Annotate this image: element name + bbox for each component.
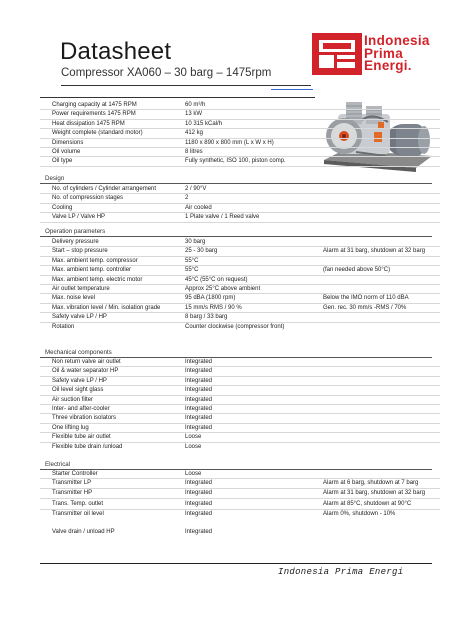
spec-row xyxy=(40,157,440,166)
spec-value: 8 barg / 33 barg xyxy=(185,314,228,321)
spec-note: (fan needed above 50°C) xyxy=(323,267,391,274)
spec-row xyxy=(40,414,440,423)
spec-label: Max. ambient temp. electric motor xyxy=(52,276,143,283)
specs-top-divider xyxy=(40,97,315,98)
spec-value: Integrated xyxy=(185,406,213,412)
title-divider xyxy=(61,85,311,86)
spec-label: Three vibration isolators xyxy=(52,415,117,422)
section-operation-label: Operation parameters xyxy=(45,228,106,235)
spec-label: Max. noise level xyxy=(52,295,96,302)
spec-value: Integrated xyxy=(185,396,213,403)
spec-row xyxy=(40,129,440,138)
spec-row xyxy=(40,443,440,452)
spec-value: 45°C (55°C on request) xyxy=(185,276,248,283)
spec-label: Safety valve LP / HP xyxy=(52,377,107,384)
page-subtitle: Compressor XA060 – 30 barg – 1475rpm xyxy=(61,67,272,79)
spec-label: Transmitter oil level xyxy=(52,511,104,518)
spec-value: Counter clockwise (compressor front) xyxy=(185,323,285,330)
spec-value: 30 barg xyxy=(185,239,206,245)
spec-value: 60 m³/h xyxy=(185,102,206,108)
logo-wordmark xyxy=(364,35,430,73)
spec-label: Weight complete (standard motor) xyxy=(52,130,143,137)
spec-value: Approx 25°C above ambient xyxy=(185,286,261,292)
spec-label: Charging capacity at 1475 RPM xyxy=(52,102,137,108)
spec-label: Inter- and after-cooler xyxy=(52,406,110,412)
spec-row xyxy=(40,405,440,414)
spec-row xyxy=(40,276,440,285)
spec-value: Loose xyxy=(185,434,202,441)
spec-label: Max. ambient temp. compressor xyxy=(52,257,138,264)
spec-row xyxy=(40,470,440,479)
spec-label: Starter Controller xyxy=(52,471,98,477)
spec-label: Cooling xyxy=(52,204,73,211)
logo-line-2: Prima xyxy=(364,45,404,61)
spec-note: Alarm at 6 barg, shutdown at 7 barg xyxy=(323,480,419,487)
spec-row xyxy=(40,367,440,376)
spec-value: 2 xyxy=(185,195,189,202)
spec-label: Flexible tube drain /unload xyxy=(52,443,123,450)
spec-label: Start – stop pressure xyxy=(52,248,108,255)
spec-value: 25 - 30 barg xyxy=(185,248,218,255)
spec-value: Integrated xyxy=(185,501,213,508)
spec-value: Air cooled xyxy=(185,204,212,211)
spec-value: 95 dBA (1800 rpm) xyxy=(185,295,236,302)
spec-value: Loose xyxy=(185,443,202,450)
spec-note: Alarm 0%, shutdown - 10% xyxy=(323,511,396,518)
spec-note: Gen. rec. 30 mm/s -RMS / 70% xyxy=(323,304,407,311)
spec-label: Valve drain / unload HP xyxy=(52,528,115,535)
spec-value: Integrated xyxy=(185,359,213,365)
spec-row xyxy=(40,185,440,194)
spec-value: 1 Plate valve / 1 Reed valve xyxy=(185,214,260,221)
spec-row xyxy=(40,194,440,203)
spec-label: No. of cylinders / Cylinder arrangement xyxy=(52,186,157,192)
spec-row xyxy=(40,510,440,519)
logo-line-3: Energi. xyxy=(364,58,412,73)
spec-value: 13 kW xyxy=(185,111,203,118)
spec-label: Safety valve LP / HP xyxy=(52,314,107,321)
spec-value: Integrated xyxy=(185,511,213,518)
design-divider xyxy=(40,183,432,184)
page-title: Datasheet xyxy=(60,38,172,65)
spec-row xyxy=(40,500,440,509)
spec-label: Air suction filter xyxy=(52,396,94,403)
spec-value: 55°C xyxy=(185,257,199,264)
spec-row xyxy=(40,285,440,294)
footer-company-name: Indonesia Prima Energi xyxy=(278,567,404,577)
section-design-label: Design xyxy=(45,175,65,182)
spec-row xyxy=(40,247,440,256)
spec-label: No. of compression stages xyxy=(52,195,124,202)
spec-row xyxy=(40,110,440,119)
spec-value: 8 litres xyxy=(185,149,203,155)
spec-row xyxy=(40,266,440,275)
spec-row xyxy=(40,294,440,303)
spec-row xyxy=(40,489,440,498)
spec-row xyxy=(40,304,440,313)
spec-label: Max. vibration level / Min. isolation grade xyxy=(52,304,161,311)
spec-row xyxy=(40,424,440,433)
spec-note: Below the IMO norm of 110 dBA xyxy=(323,295,409,302)
spec-label: Air outlet temperature xyxy=(52,286,110,292)
logo-mark-icon xyxy=(312,33,362,75)
section-mechanical-label: Mechanical components xyxy=(45,349,112,356)
spec-label: Valve LP / Valve HP xyxy=(52,214,106,221)
spec-value: 15 mm/s RMS / 90 % xyxy=(185,304,242,311)
spec-value: 55°C xyxy=(185,267,199,274)
spec-row xyxy=(40,204,440,213)
spec-row xyxy=(40,139,440,148)
spec-row xyxy=(40,386,440,395)
spec-value: Integrated xyxy=(185,528,213,535)
spec-row xyxy=(40,313,440,322)
spec-value: Integrated xyxy=(185,387,213,394)
spec-row xyxy=(40,238,440,247)
spec-label: Flexible tube air outlet xyxy=(52,434,111,441)
spec-label: Trans. Temp. outlet xyxy=(52,501,104,508)
operation-divider xyxy=(40,236,432,237)
spec-label: Max. ambient temp. controller xyxy=(52,267,132,274)
company-logo xyxy=(312,33,448,75)
spec-row xyxy=(40,323,440,332)
spec-row xyxy=(40,528,440,537)
spec-value: Integrated xyxy=(185,480,213,487)
spec-value: Fully synthetic, ISO 100, piston comp. xyxy=(185,158,286,165)
spec-value: 2 / 90°V xyxy=(185,186,207,192)
spec-value: 10 315 kCal/h xyxy=(185,120,223,127)
spec-row xyxy=(40,101,440,110)
spec-value: Integrated xyxy=(185,368,213,375)
spec-value: Loose xyxy=(185,471,202,477)
spec-label: Transmitter HP xyxy=(52,490,93,497)
spec-label: Transmitter LP xyxy=(52,480,92,487)
spec-note: Alarm at 85°C, shutdown at 90°C xyxy=(323,501,412,508)
footer-divider xyxy=(40,563,432,564)
spec-row xyxy=(40,148,440,157)
spec-label: Oil type xyxy=(52,158,73,165)
spec-label: Dimensions xyxy=(52,139,84,146)
spec-label: Oil & water separator HP xyxy=(52,368,119,375)
spec-value: Integrated xyxy=(185,490,213,497)
spec-note: Alarm at 31 barg, shutdown at 32 barg xyxy=(323,248,426,255)
spec-row xyxy=(40,213,440,222)
spec-label: Rotation xyxy=(52,323,75,330)
spec-value: 1180 x 890 x 800 mm (L x W x H) xyxy=(185,139,274,146)
spec-row xyxy=(40,479,440,488)
spec-value: 412 kg xyxy=(185,130,204,137)
spec-row xyxy=(40,257,440,266)
spec-row xyxy=(40,396,440,405)
spec-note: Alarm at 31 barg, shutdown at 32 barg xyxy=(323,490,426,497)
spec-label: Oil volume xyxy=(52,149,81,155)
spec-label: Oil level sight glass xyxy=(52,387,104,394)
spec-row xyxy=(40,358,440,367)
spec-value: Integrated xyxy=(185,377,213,384)
spec-row xyxy=(40,433,440,442)
accent-underline xyxy=(271,89,313,90)
spec-row xyxy=(40,377,440,386)
spec-label: Power requirements 1475 RPM xyxy=(52,111,136,118)
spec-label: One lifting lug xyxy=(52,424,89,431)
section-electrical-label: Electrical xyxy=(45,461,71,468)
spec-value: Integrated xyxy=(185,415,213,422)
spec-value: Integrated xyxy=(185,424,213,431)
spec-label: Heat dissipation 1475 RPM xyxy=(52,120,125,127)
spec-label: Non return valve air outlet xyxy=(52,359,121,365)
spec-row xyxy=(40,120,440,129)
logo-line-1: Indonesia xyxy=(364,33,430,48)
spec-label: Delivery pressure xyxy=(52,239,99,245)
